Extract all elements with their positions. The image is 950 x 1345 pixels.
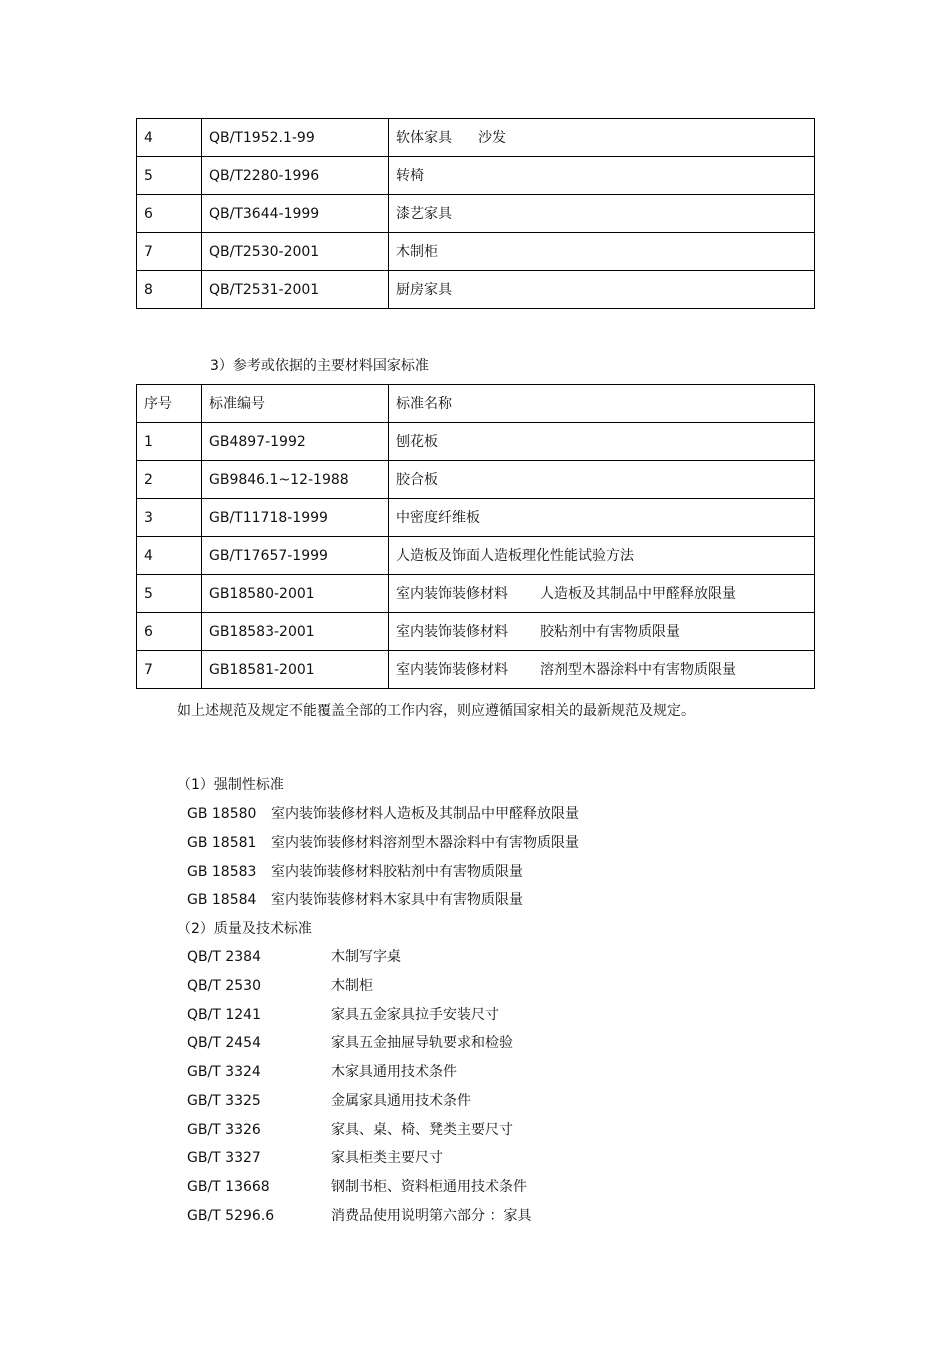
row-number: 5	[137, 575, 202, 613]
standard-code: GB18583-2001	[202, 613, 389, 651]
standard-name: 家具五金抽屉导轨要求和检验	[331, 1035, 513, 1051]
standard-name	[389, 119, 815, 157]
header-number: 序号	[137, 385, 202, 423]
standard-name	[389, 613, 815, 651]
list-item	[187, 1032, 513, 1052]
standard-code: GB/T 3327	[187, 1150, 261, 1166]
row-number: 4	[137, 119, 202, 157]
table-header-row	[137, 385, 815, 423]
table-row	[137, 119, 815, 157]
row-number: 1	[137, 423, 202, 461]
standard-name: 室内装饰装修材料人造板及其制品中甲醛释放限量	[271, 806, 579, 822]
row-number: 7	[137, 651, 202, 689]
standard-code: GB 18583	[187, 864, 257, 880]
standard-name-part: 人造板及其制品中甲醛释放限量	[540, 585, 736, 602]
standard-code: QB/T 2454	[187, 1035, 261, 1051]
table-row	[137, 195, 815, 233]
standard-code: GB/T17657-1999	[202, 537, 389, 575]
table-caption: 3）参考或依据的主要材料国家标准	[210, 358, 429, 374]
header-name: 标准名称	[389, 385, 815, 423]
standard-name	[389, 651, 815, 689]
list-item	[187, 1205, 531, 1225]
standard-name-part: 室内装饰装修材料	[396, 585, 508, 602]
standard-code: QB/T2531-2001	[202, 271, 389, 309]
standard-name: 厨房家具	[389, 271, 815, 309]
standard-code: GB/T 13668	[187, 1179, 270, 1195]
coverage-note: 如上述规范及规定不能覆盖全部的工作内容，则应遵循国家相关的最新规范及规定。	[177, 703, 695, 719]
table-row	[137, 157, 815, 195]
list-item	[187, 975, 373, 995]
row-number: 3	[137, 499, 202, 537]
standard-code: GB18581-2001	[202, 651, 389, 689]
header-code: 标准编号	[202, 385, 389, 423]
standard-name-part: 室内装饰装修材料	[396, 661, 508, 678]
list-item	[187, 1061, 457, 1081]
standard-name: 金属家具通用技术条件	[331, 1093, 471, 1109]
standard-name	[389, 575, 815, 613]
row-number: 2	[137, 461, 202, 499]
furniture-standards-table	[136, 118, 815, 309]
list-item	[187, 861, 523, 881]
standard-code: GB4897-1992	[202, 423, 389, 461]
table-row	[137, 423, 815, 461]
section-title-quality: （2）质量及技术标准	[177, 921, 312, 937]
standard-code: GB/T 5296.6	[187, 1208, 275, 1224]
row-number: 8	[137, 271, 202, 309]
list-item	[187, 1176, 527, 1196]
standard-name: 中密度纤维板	[389, 499, 815, 537]
standard-name: 人造板及饰面人造板理化性能试验方法	[389, 537, 815, 575]
standard-name: 家具、桌、椅、凳类主要尺寸	[331, 1122, 513, 1138]
table-row	[137, 271, 815, 309]
standard-code: GB9846.1~12-1988	[202, 461, 389, 499]
standard-name-part: 溶剂型木器涂料中有害物质限量	[540, 661, 736, 678]
table-row	[137, 613, 815, 651]
standard-name-part: 胶粘剂中有害物质限量	[540, 623, 680, 640]
list-item	[187, 1090, 471, 1110]
standard-name: 漆艺家具	[389, 195, 815, 233]
list-item	[187, 1004, 499, 1024]
standard-name: 木制柜	[331, 978, 373, 994]
standard-name: 转椅	[389, 157, 815, 195]
standard-code: GB 18584	[187, 892, 257, 908]
standard-code: QB/T3644-1999	[202, 195, 389, 233]
standard-code: QB/T2280-1996	[202, 157, 389, 195]
table-row	[137, 651, 815, 689]
table-row	[137, 537, 815, 575]
standard-name: 刨花板	[389, 423, 815, 461]
list-item	[187, 1147, 443, 1167]
standard-name-part: 沙发	[478, 129, 506, 146]
list-item	[187, 803, 579, 823]
list-item	[187, 889, 523, 909]
standard-name: 木制写字桌	[331, 949, 401, 965]
standard-code: QB/T 2384	[187, 949, 261, 965]
row-number: 4	[137, 537, 202, 575]
standard-code: GB 18580	[187, 806, 257, 822]
standard-name: 室内装饰装修材料木家具中有害物质限量	[271, 892, 523, 908]
standard-code: QB/T 2530	[187, 978, 261, 994]
standard-code: GB/T 3324	[187, 1064, 261, 1080]
standard-name: 室内装饰装修材料胶粘剂中有害物质限量	[271, 864, 523, 880]
standard-code: GB/T11718-1999	[202, 499, 389, 537]
row-number: 5	[137, 157, 202, 195]
standard-name: 木家具通用技术条件	[331, 1064, 457, 1080]
table-row	[137, 499, 815, 537]
row-number: 7	[137, 233, 202, 271]
section-title-mandatory: （1）强制性标准	[177, 777, 284, 793]
list-item	[187, 946, 401, 966]
table-row	[137, 575, 815, 613]
row-number: 6	[137, 195, 202, 233]
standard-name: 消费品使用说明第六部分 ：家具	[331, 1208, 532, 1224]
standard-name: 室内装饰装修材料溶剂型木器涂料中有害物质限量	[271, 835, 579, 851]
standard-name-part: 室内装饰装修材料	[396, 623, 508, 640]
standard-name: 钢制书柜、资料柜通用技术条件	[331, 1179, 527, 1195]
standard-name: 家具柜类主要尺寸	[331, 1150, 443, 1166]
list-item	[187, 832, 579, 852]
standard-code: QB/T1952.1-99	[202, 119, 389, 157]
standard-name: 木制柜	[389, 233, 815, 271]
table-row	[137, 461, 815, 499]
standard-name-part: 软体家具	[396, 129, 452, 146]
standard-code: GB/T 3326	[187, 1122, 261, 1138]
list-item	[187, 1119, 513, 1139]
standard-name: 胶合板	[389, 461, 815, 499]
standard-code: GB18580-2001	[202, 575, 389, 613]
standard-code: GB 18581	[187, 835, 257, 851]
material-standards-table	[136, 384, 815, 689]
row-number: 6	[137, 613, 202, 651]
table-row	[137, 233, 815, 271]
standard-code: QB/T 1241	[187, 1007, 261, 1023]
standard-name: 家具五金家具拉手安装尺寸	[331, 1007, 499, 1023]
standard-code: GB/T 3325	[187, 1093, 261, 1109]
standard-code: QB/T2530-2001	[202, 233, 389, 271]
